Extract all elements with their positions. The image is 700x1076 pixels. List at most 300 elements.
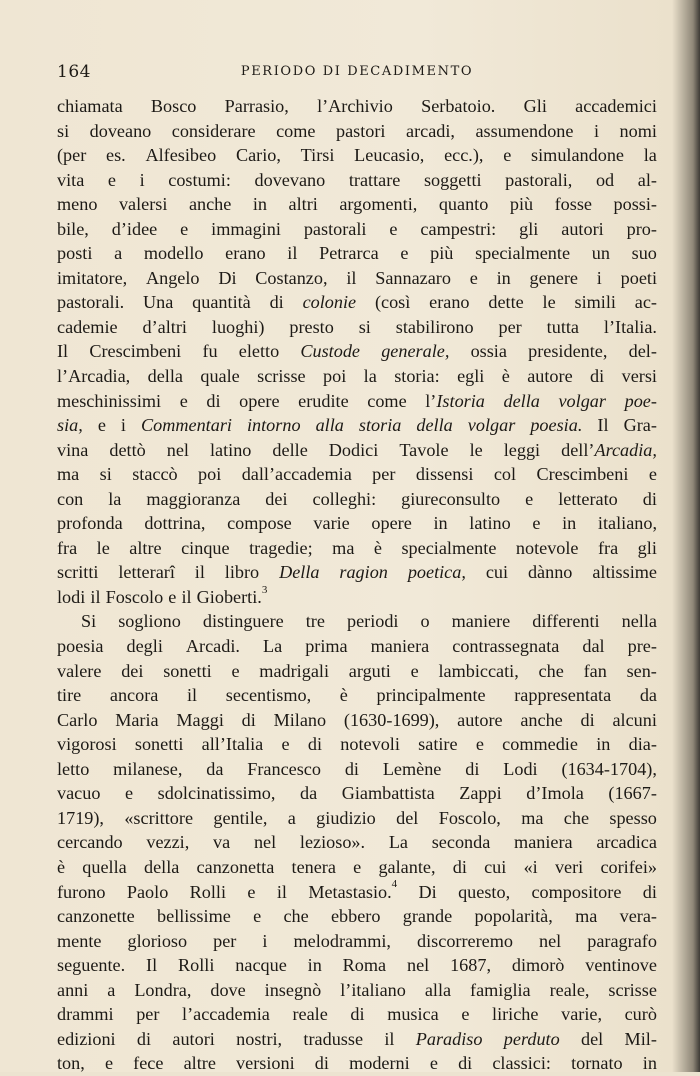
word <box>97 536 110 561</box>
word <box>247 757 321 782</box>
word-part: da <box>299 783 318 804</box>
word-part: stabilirono <box>395 316 474 337</box>
word <box>257 364 306 389</box>
word-part: Foscolo <box>105 586 164 607</box>
word <box>494 462 516 487</box>
word <box>90 119 152 144</box>
word-part: con <box>57 488 84 509</box>
word-part: Lodi <box>503 758 538 779</box>
text-line <box>57 168 657 193</box>
word-part: e <box>104 1053 114 1074</box>
word-part: genere <box>529 267 578 288</box>
word-part: storia <box>358 415 402 436</box>
word <box>416 413 452 438</box>
word <box>265 978 322 1003</box>
word <box>504 1027 560 1052</box>
word <box>259 659 329 684</box>
word <box>57 168 84 193</box>
word-part: Leucasio, <box>354 145 425 166</box>
word <box>323 364 346 389</box>
word <box>417 929 513 954</box>
word <box>359 413 401 438</box>
word <box>57 94 123 119</box>
word <box>303 1027 363 1052</box>
word-part: veri <box>554 856 584 877</box>
word-part: chiamata <box>57 96 123 116</box>
word-part: volgar <box>558 390 606 411</box>
word <box>408 560 466 585</box>
word <box>582 634 604 659</box>
text-line <box>57 978 657 1003</box>
word <box>57 757 89 782</box>
word-part: Si <box>81 611 97 632</box>
word <box>57 929 101 954</box>
word-part: varie, <box>561 1004 602 1025</box>
word <box>383 757 442 782</box>
word-part: pre- <box>627 636 657 657</box>
word <box>107 978 115 1003</box>
word-part: Dodici <box>328 439 379 460</box>
word-part: versioni <box>236 1053 295 1074</box>
word-part: «scrittore <box>124 807 194 828</box>
word-part: notevoli <box>340 734 400 755</box>
word <box>575 94 657 119</box>
word-part: colonie <box>302 292 357 313</box>
word-part: del- <box>628 341 657 362</box>
word-part: da <box>206 758 224 779</box>
word-part: vezzi, <box>146 832 190 853</box>
word <box>272 438 307 463</box>
word <box>470 438 483 463</box>
word-part: Carlo <box>57 709 98 730</box>
word <box>396 315 474 340</box>
word <box>148 364 183 389</box>
word <box>600 855 657 880</box>
word <box>263 634 282 659</box>
word <box>558 487 618 512</box>
word-part: la <box>643 145 657 166</box>
word <box>277 880 287 905</box>
word <box>57 683 81 708</box>
word-part: più <box>509 194 534 215</box>
word <box>306 609 325 634</box>
word-part: Foscolo, <box>438 807 501 828</box>
word <box>274 708 327 733</box>
word-part: il <box>276 881 287 902</box>
word-part: dottrina, <box>144 513 206 534</box>
word-part: in <box>496 267 511 288</box>
word <box>57 462 79 487</box>
word <box>143 315 187 340</box>
word-part: (1630-1699), <box>343 709 440 730</box>
word <box>189 192 231 217</box>
word <box>313 511 349 536</box>
word-part: rappresentata <box>514 685 612 706</box>
word-part: poetica, <box>407 562 466 583</box>
word <box>632 241 657 266</box>
word-part: vina <box>57 439 89 460</box>
word-part: altissime <box>592 562 657 583</box>
word <box>530 413 582 438</box>
word <box>457 708 502 733</box>
word <box>387 1002 439 1027</box>
word-part: della <box>147 366 183 387</box>
word-part: ma <box>521 807 544 828</box>
word-part: liriche <box>492 1004 539 1025</box>
word-part: col <box>493 464 517 485</box>
word-part: posti <box>57 243 93 264</box>
word-part: si <box>57 120 70 141</box>
word <box>345 757 359 782</box>
word <box>458 880 510 905</box>
word <box>624 413 657 438</box>
word <box>226 683 311 708</box>
word-part: autore <box>527 366 573 387</box>
word <box>596 732 610 757</box>
word <box>300 781 317 806</box>
word-part: e <box>469 267 478 288</box>
word <box>453 855 467 880</box>
word <box>514 830 573 855</box>
word-part: questo, <box>458 881 511 902</box>
word-part: Crescimbeni <box>536 464 629 485</box>
text-line <box>57 364 657 389</box>
word <box>420 217 496 242</box>
word <box>184 1051 216 1076</box>
text-line <box>57 880 657 905</box>
word-part: la <box>108 488 122 509</box>
word <box>492 1051 551 1076</box>
word <box>521 806 543 831</box>
word <box>503 757 537 782</box>
word <box>81 609 96 634</box>
word-part: notevole <box>515 537 579 558</box>
word-part: secentismo, <box>225 685 312 706</box>
word <box>539 929 561 954</box>
word-part: ma <box>332 537 355 558</box>
word <box>124 806 193 831</box>
word <box>57 143 86 168</box>
word-part: è <box>339 685 348 706</box>
word <box>127 634 163 659</box>
word <box>635 290 657 315</box>
word-part: Paradiso <box>415 1028 483 1049</box>
word <box>110 683 158 708</box>
word <box>528 339 607 364</box>
word <box>89 339 181 364</box>
word <box>371 634 430 659</box>
word <box>416 462 474 487</box>
word <box>378 855 435 880</box>
word <box>503 143 511 168</box>
word <box>504 438 540 463</box>
word <box>592 241 610 266</box>
word <box>525 487 533 512</box>
word <box>592 560 657 585</box>
word-part: il <box>346 267 357 288</box>
word <box>597 266 602 291</box>
word-part: dall’accademia <box>241 464 352 485</box>
word-part: Arcadia, <box>594 439 657 460</box>
word-part: contrassegnata <box>452 636 560 657</box>
word <box>475 119 573 144</box>
word-part: ma <box>57 464 80 485</box>
word <box>227 511 292 536</box>
word-part: dànno <box>527 562 573 583</box>
word-part: ebbero <box>330 906 381 927</box>
word <box>176 708 224 733</box>
word <box>526 781 584 806</box>
word <box>539 659 564 684</box>
word-part: Milano <box>273 709 327 730</box>
word-part: 1719), <box>57 807 104 828</box>
word-part: commedie <box>502 734 578 755</box>
word <box>640 683 657 708</box>
word <box>625 1002 657 1027</box>
word <box>276 119 315 144</box>
word <box>476 732 484 757</box>
word-part: Gra- <box>623 415 657 436</box>
word <box>643 1051 657 1076</box>
word-part: e <box>281 734 290 755</box>
word-part: quantità <box>192 292 251 313</box>
word-part: furono <box>57 881 106 902</box>
word <box>255 168 326 193</box>
page-number: 164 <box>57 62 91 82</box>
word <box>300 339 360 364</box>
word <box>57 119 69 144</box>
word <box>505 168 572 193</box>
word <box>298 389 349 414</box>
word <box>371 511 411 536</box>
word <box>561 757 656 782</box>
word <box>590 364 604 389</box>
word-part: erano <box>429 292 470 313</box>
word-part: Di <box>218 267 237 288</box>
word <box>532 511 540 536</box>
word <box>465 757 479 782</box>
word <box>429 290 469 315</box>
word <box>340 978 406 1003</box>
word <box>145 143 216 168</box>
word-part: latino <box>209 439 252 460</box>
word-part: Crescimbeni <box>89 341 182 362</box>
word <box>317 94 393 119</box>
word-part: Giambattista <box>341 783 435 804</box>
word <box>543 290 556 315</box>
word <box>594 119 599 144</box>
word-part: Gli <box>523 96 547 116</box>
word-part: canzonette <box>57 906 135 927</box>
word-part: doveano <box>89 120 152 141</box>
word-part: Lemène <box>382 758 442 779</box>
word <box>283 904 308 929</box>
word-part: di <box>452 856 467 877</box>
word <box>202 339 217 364</box>
word <box>57 1002 114 1027</box>
word-part: immagini <box>211 218 281 239</box>
word <box>109 438 145 463</box>
word <box>57 659 101 684</box>
word-part: profonda <box>57 513 123 534</box>
word-part: pastori <box>335 120 386 141</box>
word <box>316 413 344 438</box>
word-part: soggetti <box>423 169 482 190</box>
word <box>168 585 176 610</box>
word-part: di <box>136 1028 152 1049</box>
word <box>403 904 452 929</box>
word-part: e <box>525 488 534 509</box>
word-part: il <box>384 1028 395 1049</box>
text-line <box>57 290 657 315</box>
word <box>158 781 276 806</box>
word <box>225 94 289 119</box>
word-part: libro <box>224 562 260 583</box>
word <box>438 659 518 684</box>
word-part: valersi <box>118 194 168 215</box>
word <box>210 438 251 463</box>
word <box>146 830 189 855</box>
word-part: pastorali. <box>57 292 125 313</box>
word-part: di <box>344 758 359 779</box>
word <box>375 266 451 291</box>
word <box>471 339 507 364</box>
word <box>192 290 251 315</box>
word-part: egli <box>457 366 485 387</box>
word-part: Francesco <box>247 758 321 779</box>
word-part: cui <box>485 562 509 583</box>
word <box>206 757 223 782</box>
word <box>627 217 657 242</box>
word <box>389 830 408 855</box>
word-part: alla <box>424 979 452 1000</box>
word <box>202 732 264 757</box>
word-part: l’Archivio <box>317 96 393 116</box>
word <box>342 781 435 806</box>
word <box>180 217 188 242</box>
word-part: principalmente <box>376 685 486 706</box>
word-part: intorno <box>246 415 301 436</box>
word <box>643 880 657 905</box>
word <box>470 978 531 1003</box>
running-title: PERIODO DI DECADIMENTO <box>240 64 474 79</box>
word <box>319 241 379 266</box>
word <box>470 266 478 291</box>
word <box>581 708 595 733</box>
word <box>211 217 281 242</box>
word <box>146 953 157 978</box>
word <box>57 880 106 905</box>
word-part: specialmente <box>475 243 571 264</box>
word-part: in <box>433 513 448 534</box>
word <box>492 1002 538 1027</box>
word-part: anche <box>188 194 232 215</box>
word <box>587 929 657 954</box>
word <box>375 290 410 315</box>
word <box>143 290 173 315</box>
word <box>254 830 276 855</box>
word-part: per <box>213 930 237 951</box>
word <box>461 1002 469 1027</box>
word-part: Tirsi <box>300 145 335 166</box>
word-part: di <box>206 390 221 411</box>
word-part: pastorali <box>303 218 367 239</box>
word <box>235 953 287 978</box>
word-part: si <box>358 316 371 337</box>
text-line <box>57 683 657 708</box>
word-part: e <box>461 1004 470 1025</box>
word-part: tutta <box>546 316 579 337</box>
word <box>195 560 205 585</box>
word <box>57 855 65 880</box>
word <box>206 389 220 414</box>
word <box>213 806 267 831</box>
word-part: al- <box>637 169 657 190</box>
word-part: costumi: <box>168 169 231 190</box>
word <box>118 560 175 585</box>
text-line <box>57 462 657 487</box>
word <box>57 585 85 610</box>
word-part: gentile, <box>213 807 268 828</box>
word-part: per <box>498 316 522 337</box>
word-part: e <box>429 1053 438 1074</box>
word-part: seconda <box>431 832 491 853</box>
word <box>608 781 657 806</box>
word-part: La <box>388 832 408 853</box>
word-part: tragedie; <box>249 537 313 558</box>
word-part: si <box>99 464 112 485</box>
word <box>439 192 489 217</box>
word-part: lodi <box>57 586 86 607</box>
word-part: La <box>262 636 283 657</box>
word-part: Paolo <box>126 881 169 902</box>
word <box>57 339 68 364</box>
word-part: satire <box>418 734 458 755</box>
word-part: differenti <box>532 611 600 632</box>
word <box>514 683 611 708</box>
word-part: milanese, <box>113 758 183 779</box>
word <box>638 168 657 193</box>
word <box>292 855 336 880</box>
word-part: possi- <box>613 194 657 215</box>
word-part: a <box>114 243 123 264</box>
word <box>57 634 103 659</box>
text-line <box>57 1027 657 1052</box>
word-part: volgar <box>467 415 516 436</box>
word <box>620 904 657 929</box>
word-part: quale <box>200 366 240 387</box>
word <box>187 683 197 708</box>
word <box>468 413 516 438</box>
word-part: curò <box>624 1004 657 1025</box>
word <box>236 143 281 168</box>
word-part: e <box>389 218 398 239</box>
word <box>531 143 624 168</box>
word-part: altri <box>288 194 318 215</box>
text-line <box>57 1002 657 1027</box>
word <box>346 266 356 291</box>
word <box>457 364 484 389</box>
word-part: specialmente <box>401 537 497 558</box>
word-part: valere <box>57 660 102 681</box>
word <box>547 315 579 340</box>
word-part: distinguere <box>202 611 284 632</box>
word-part: Gioberti. <box>196 586 262 607</box>
word-part: letterato <box>558 488 618 509</box>
word-part: alla <box>315 415 344 436</box>
word <box>621 266 657 291</box>
word-part: discorreremo <box>417 930 513 951</box>
